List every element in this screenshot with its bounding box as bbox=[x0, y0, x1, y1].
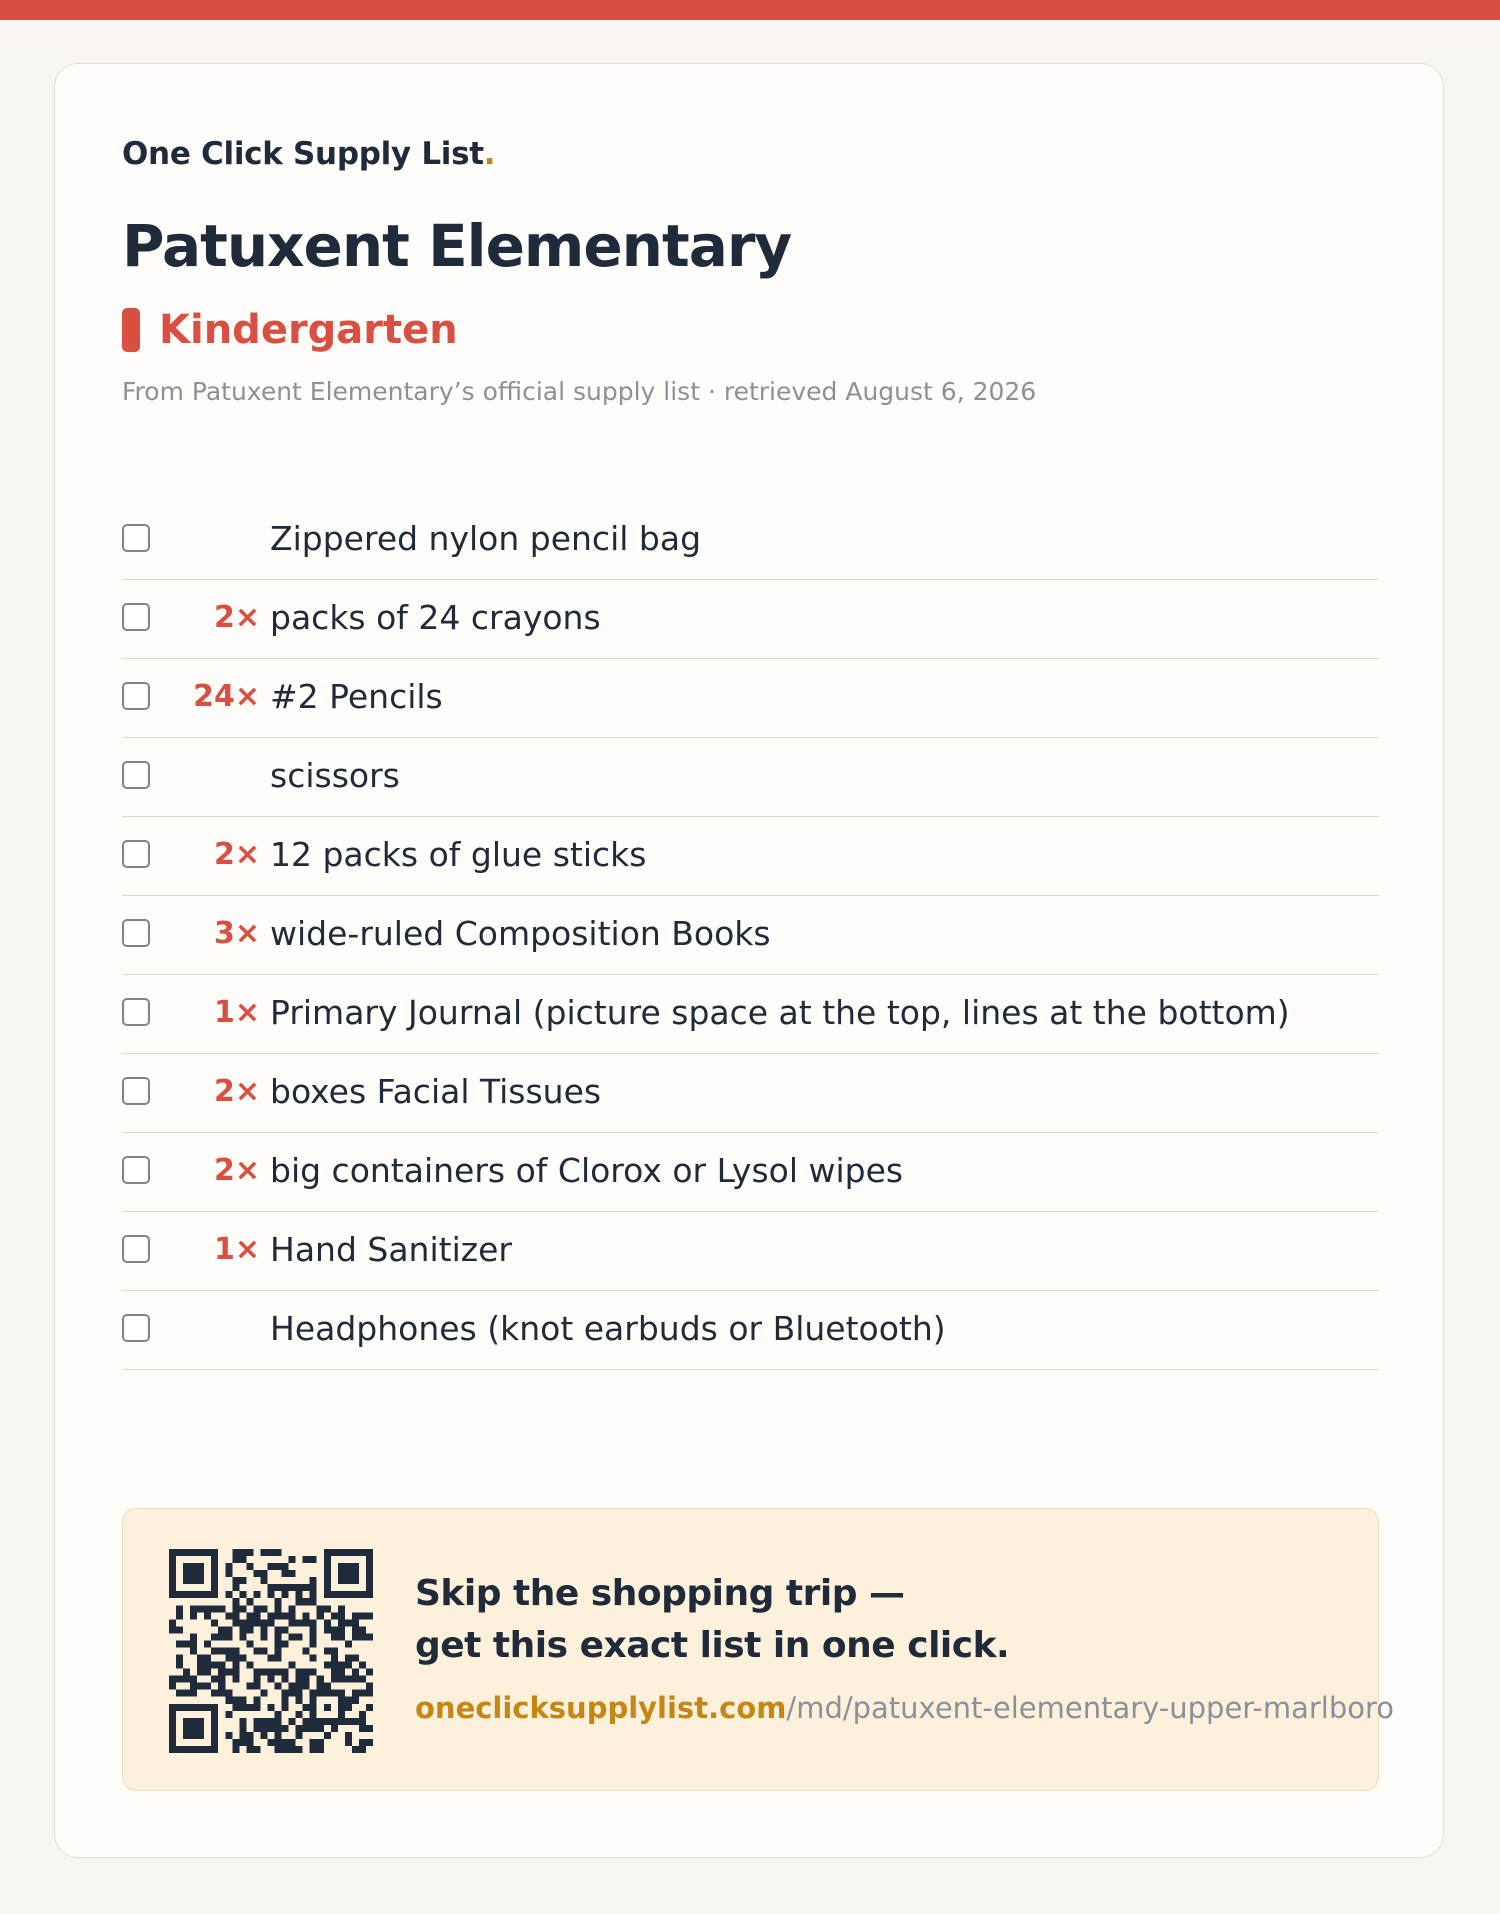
list-item bbox=[122, 1212, 1379, 1291]
item-checkbox[interactable] bbox=[122, 998, 150, 1026]
grade-heading bbox=[122, 308, 458, 352]
school-name: Patuxent Elementary bbox=[122, 212, 792, 280]
list-item bbox=[122, 1291, 1379, 1370]
item-quantity: 2× bbox=[213, 1074, 260, 1109]
item-checkbox[interactable] bbox=[122, 603, 150, 631]
brand-dot: . bbox=[483, 136, 496, 172]
item-quantity: 2× bbox=[213, 600, 260, 635]
item-checkbox[interactable] bbox=[122, 524, 150, 552]
item-label: boxes Facial Tissues bbox=[270, 1072, 602, 1111]
list-item bbox=[122, 817, 1379, 896]
item-label: scissors bbox=[270, 756, 400, 795]
qr-code-icon[interactable] bbox=[169, 1549, 373, 1753]
promo-url-link[interactable] bbox=[415, 1691, 1394, 1725]
item-label: packs of 24 crayons bbox=[270, 598, 601, 637]
promo-box bbox=[122, 1508, 1395, 1791]
list-item bbox=[122, 659, 1379, 738]
source-note: From Patuxent Elementary’s official supply list · retrieved August 6, 2026 bbox=[122, 377, 1037, 406]
item-checkbox[interactable] bbox=[122, 761, 150, 789]
item-checkbox[interactable] bbox=[122, 682, 150, 710]
item-checkbox[interactable] bbox=[122, 1077, 150, 1105]
brand-logo bbox=[122, 136, 495, 172]
grade-marker bbox=[122, 308, 140, 352]
list-item bbox=[122, 580, 1379, 659]
supply-list-card bbox=[54, 63, 1444, 1858]
item-quantity: 1× bbox=[213, 995, 260, 1030]
promo-headline-line2: get this exact list in one click. bbox=[415, 1625, 1010, 1666]
item-quantity: 24× bbox=[193, 679, 260, 714]
url-path: /md/patuxent-elementary-upper-marlboro bbox=[786, 1691, 1395, 1725]
item-checkbox[interactable] bbox=[122, 1156, 150, 1184]
url-domain: oneclicksupplylist.com bbox=[415, 1691, 787, 1725]
item-label: 12 packs of glue sticks bbox=[270, 835, 647, 874]
item-checkbox[interactable] bbox=[122, 1235, 150, 1263]
brand-name: One Click Supply List bbox=[122, 136, 484, 172]
list-item bbox=[122, 975, 1379, 1054]
item-label: Zippered nylon pencil bag bbox=[270, 519, 702, 558]
item-label: Hand Sanitizer bbox=[270, 1230, 512, 1269]
list-item bbox=[122, 1054, 1379, 1133]
item-quantity: 1× bbox=[213, 1232, 260, 1267]
item-quantity: 2× bbox=[213, 837, 260, 872]
item-quantity: 3× bbox=[213, 916, 260, 951]
item-label: #2 Pencils bbox=[270, 677, 443, 716]
item-quantity: 2× bbox=[213, 1153, 260, 1188]
supply-list bbox=[122, 501, 1379, 1370]
list-item bbox=[122, 1133, 1379, 1212]
item-checkbox[interactable] bbox=[122, 1314, 150, 1342]
top-accent-bar bbox=[0, 0, 1500, 20]
item-label: big containers of Clorox or Lysol wipes bbox=[270, 1151, 904, 1190]
item-label: wide-ruled Composition Books bbox=[270, 914, 771, 953]
item-label: Headphones (knot earbuds or Bluetooth) bbox=[270, 1309, 946, 1348]
list-item bbox=[122, 738, 1379, 817]
grade-label: Kindergarten bbox=[159, 307, 458, 353]
promo-headline-line1: Skip the shopping trip — bbox=[415, 1573, 905, 1614]
item-checkbox[interactable] bbox=[122, 919, 150, 947]
item-checkbox[interactable] bbox=[122, 840, 150, 868]
list-item bbox=[122, 501, 1379, 580]
item-label: Primary Journal (picture space at the top, lines at the bottom) bbox=[270, 993, 1290, 1032]
list-item bbox=[122, 896, 1379, 975]
